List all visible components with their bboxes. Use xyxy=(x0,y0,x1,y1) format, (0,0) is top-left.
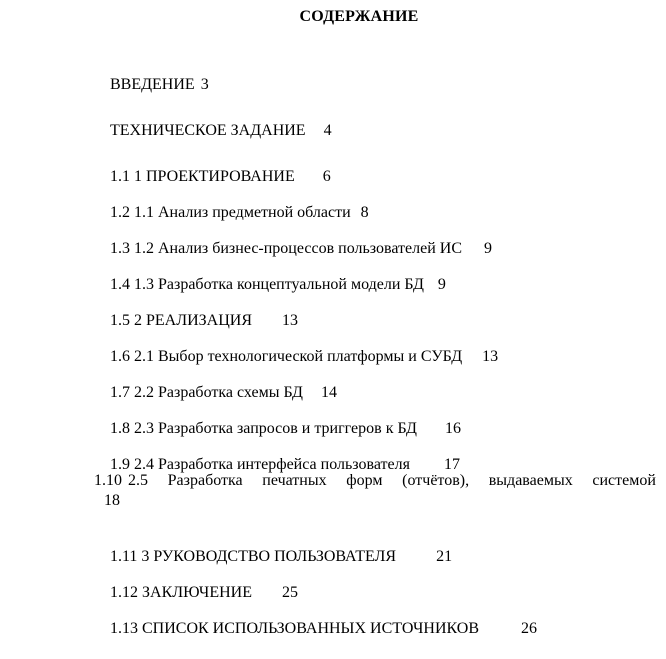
toc-entry-number: 1.7 xyxy=(110,384,130,401)
toc-entry-number: 1.12 xyxy=(110,584,138,601)
toc-entry-text: 3 РУКОВОДСТВО ПОЛЬЗОВАТЕЛЯ xyxy=(141,548,397,565)
toc-entry-page: 13 xyxy=(281,312,298,329)
toc-entry-word: (отчётов), xyxy=(402,472,470,489)
toc-entry-page: 9 xyxy=(437,276,446,293)
toc-entry-number: 1.2 xyxy=(110,204,130,221)
toc-entry-number: 1.11 xyxy=(110,548,138,565)
toc-entry-number: 1.6 xyxy=(110,348,130,365)
toc-entry-page: 14 xyxy=(320,384,337,401)
toc-entry-page: 9 xyxy=(483,240,492,257)
toc-entry-page: 6 xyxy=(322,168,331,185)
toc-entry-number: 1.9 xyxy=(110,456,130,473)
toc-entry-text: 2.1 Выбор технологической платформы и СУБД xyxy=(134,348,463,365)
toc-entry-text: 2 РЕАЛИЗАЦИЯ xyxy=(134,312,252,329)
toc-entry-page: 26 xyxy=(521,620,538,637)
toc-entry-text: 2.4 Разработка интерфейса пользователя xyxy=(134,456,410,473)
toc-entry-word: Разработка xyxy=(167,472,243,489)
toc-entry-text: ТЕХНИЧЕСКОЕ ЗАДАНИЕ xyxy=(110,122,306,139)
toc-entry-references[interactable] xyxy=(94,599,537,659)
toc-entry-word: системой xyxy=(592,472,656,489)
toc-entry-page: 13 xyxy=(482,348,499,365)
toc-entry-page: 8 xyxy=(360,204,369,221)
toc-entry-print-forms[interactable] xyxy=(94,471,656,511)
toc-entry-text: 1.2 Анализ бизнес-процессов пользователей ИС xyxy=(134,240,462,257)
toc-entry-word: 2.5 xyxy=(128,472,148,489)
toc-entry-page: 17 xyxy=(443,456,460,473)
toc-entry-page: 16 xyxy=(444,420,461,437)
toc-entry-text: ЗАКЛЮЧЕНИЕ xyxy=(142,584,252,601)
toc-entry-text xyxy=(128,471,656,491)
toc-entry-page: 4 xyxy=(323,122,332,139)
toc-entry-number: 1.3 xyxy=(110,240,130,257)
toc-entry-page: 18 xyxy=(104,492,120,509)
toc-entry-number: 1.1 xyxy=(110,168,130,185)
toc-entry-number: 1.13 xyxy=(110,620,138,637)
toc-entry-page: 3 xyxy=(200,76,209,93)
toc-title: СОДЕРЖАНИЕ xyxy=(299,8,419,25)
toc-entry-page: 25 xyxy=(281,584,298,601)
toc-entry-number: 1.10 xyxy=(94,472,122,489)
toc-entry-number: 1.4 xyxy=(110,276,130,293)
toc-entry-text: 1.1 Анализ предметной области xyxy=(134,204,351,221)
toc-entry-word: выдаваемых xyxy=(488,472,573,489)
toc-entry-word: печатных xyxy=(262,472,327,489)
toc-entry-text: СПИСОК ИСПОЛЬЗОВАННЫХ ИСТОЧНИКОВ xyxy=(142,620,480,637)
toc-entry-word: форм xyxy=(346,472,383,489)
toc-entry-text: 1 ПРОЕКТИРОВАНИЕ xyxy=(134,168,295,185)
toc-entry-text: ВВЕДЕНИЕ xyxy=(110,76,195,93)
toc-entry-text: 2.2 Разработка схемы БД xyxy=(134,384,303,401)
toc-entry-text: 2.3 Разработка запросов и триггеров к БД xyxy=(134,420,417,437)
toc-entry-number: 1.5 xyxy=(110,312,130,329)
toc-entry-number: 1.8 xyxy=(110,420,130,437)
toc-entry-text: 1.3 Разработка концептуальной модели БД xyxy=(134,276,424,293)
toc-entry-page: 21 xyxy=(436,548,453,565)
